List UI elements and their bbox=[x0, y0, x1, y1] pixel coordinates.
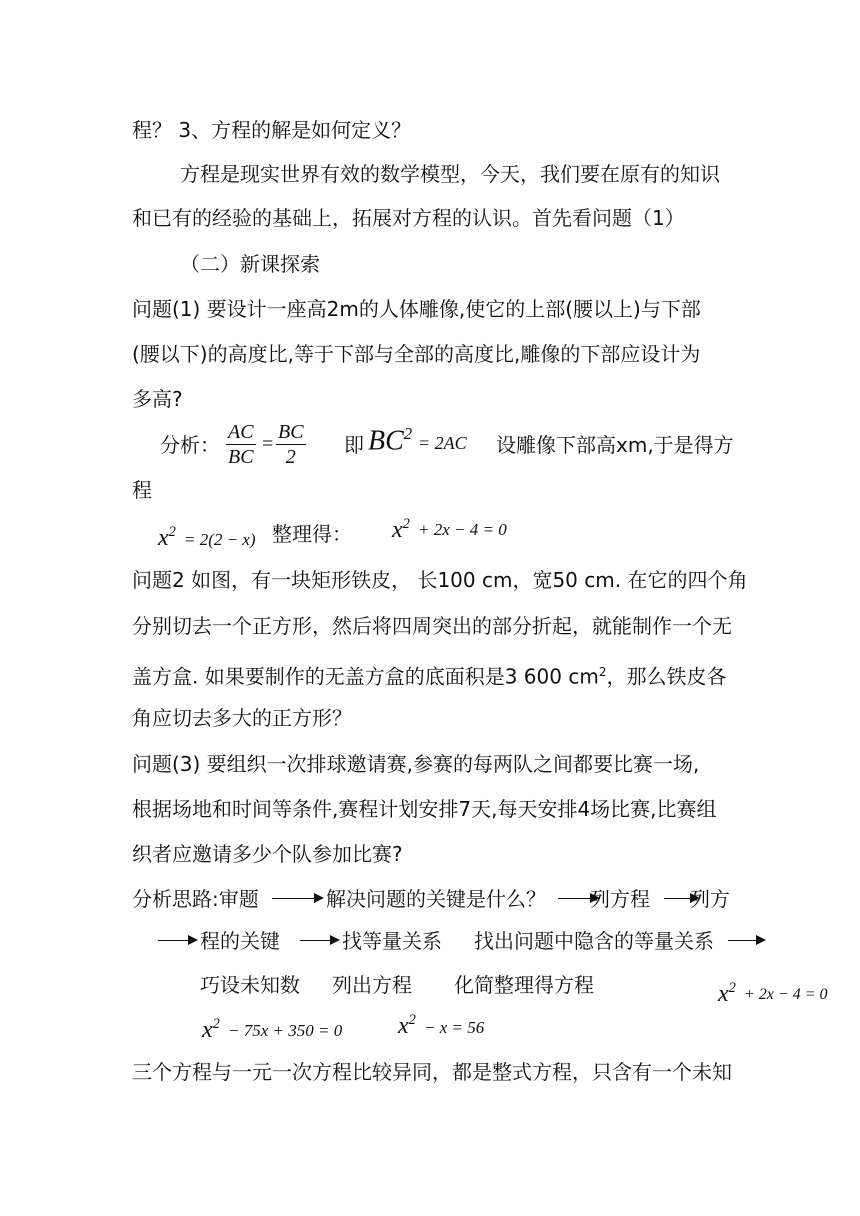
text-line: 整理得： bbox=[272, 522, 352, 546]
flow-step: 找等量关系 bbox=[342, 929, 442, 953]
text-line: 盖方盒. 如果要制作的无盖方盒的底面积是3 600 $cm^2$，那么铁皮各 bbox=[132, 664, 727, 689]
flow-step: 列出方程 bbox=[332, 973, 412, 997]
equals-sign: = bbox=[262, 433, 274, 455]
text-line: 设雕像下部高xm,于是得方 bbox=[496, 433, 734, 457]
section-heading: （二）新课探索 bbox=[180, 252, 320, 276]
math-equation-1-rhs: = 2(2 − x) bbox=[184, 530, 256, 549]
flow-step: 找出问题中隐含的等量关系 bbox=[474, 929, 714, 953]
text-line: 方程是现实世界有效的数学模型，今天，我们要在原有的知识 bbox=[180, 162, 720, 186]
flow-step: 列方程 bbox=[590, 887, 650, 911]
arrow-icon bbox=[300, 940, 338, 941]
text-line: 多高? bbox=[132, 387, 183, 411]
flow-step: 巧设未知数 bbox=[200, 973, 300, 997]
arrow-icon bbox=[272, 898, 322, 899]
arrow-icon bbox=[158, 940, 196, 941]
text-line: 程？ 3、方程的解是如何定义？ bbox=[132, 118, 412, 142]
text-line: 分析： bbox=[160, 433, 220, 457]
fraction-bc-2: BC 2 bbox=[278, 421, 304, 468]
text-line: 角应切去多大的正方形？ bbox=[132, 706, 352, 730]
math-equation-3: $x^2$ bbox=[718, 980, 736, 1007]
math-equation-3-rhs: + 2x − 4 = 0 bbox=[744, 986, 828, 1003]
text-line: 三个方程与一元一次方程比较异同，都是整式方程，只含有一个未知 bbox=[132, 1060, 732, 1084]
flow-step: 解决问题的关键是什么？ bbox=[326, 887, 546, 911]
math-rhs: = 2AC bbox=[418, 433, 467, 453]
text-line: 分别切去一个正方形，然后将四周突出的部分折起，就能制作一个无 bbox=[132, 614, 732, 638]
arrow-icon bbox=[728, 940, 764, 941]
math-equation-5: $x^2$ bbox=[398, 1012, 416, 1039]
math-equation-2-rhs: + 2x − 4 = 0 bbox=[418, 520, 507, 539]
text-line: 问题(1) 要设计一座高2m的人体雕像,使它的上部(腰以上)与下部 bbox=[132, 297, 701, 321]
text-line: 问题(3) 要组织一次排球邀请赛,参赛的每两队之间都要比赛一场, bbox=[132, 752, 700, 776]
math-equation-4: $x^2$ bbox=[202, 1016, 220, 1043]
flow-step: 分析思路:审题 bbox=[132, 887, 259, 911]
text-line: 织者应邀请多少个队参加比赛? bbox=[132, 842, 403, 866]
flow-step: 化简整理得方程 bbox=[454, 973, 594, 997]
math-equation-5-rhs: − x = 56 bbox=[424, 1018, 485, 1037]
math-bc-squared: $BC^2$ bbox=[368, 424, 413, 457]
text-line: 即 bbox=[344, 433, 364, 457]
flow-step: 列方 bbox=[690, 887, 730, 911]
text-line: (腰以下)的高度比,等于下部与全部的高度比,雕像的下部应设计为 bbox=[132, 342, 701, 366]
text-line: 问题2 如图，有一块矩形铁皮， 长100 cm，宽50 cm. 在它的四个角 bbox=[132, 568, 748, 592]
text-line: 程 bbox=[132, 478, 152, 502]
text-line: 和已有的经验的基础上，拓展对方程的认识。首先看问题（1） bbox=[132, 206, 685, 230]
math-equation-1: $x^2$ bbox=[158, 524, 176, 551]
fraction-ac-bc: AC BC bbox=[228, 421, 254, 468]
flow-step: 程的关键 bbox=[200, 929, 280, 953]
text-line: 根据场地和时间等条件,赛程计划安排7天,每天安排4场比赛,比赛组 bbox=[132, 797, 717, 821]
math-equation-4-rhs: − 75x + 350 = 0 bbox=[228, 1021, 343, 1040]
math-equation-2: $x^2$ bbox=[392, 516, 410, 543]
